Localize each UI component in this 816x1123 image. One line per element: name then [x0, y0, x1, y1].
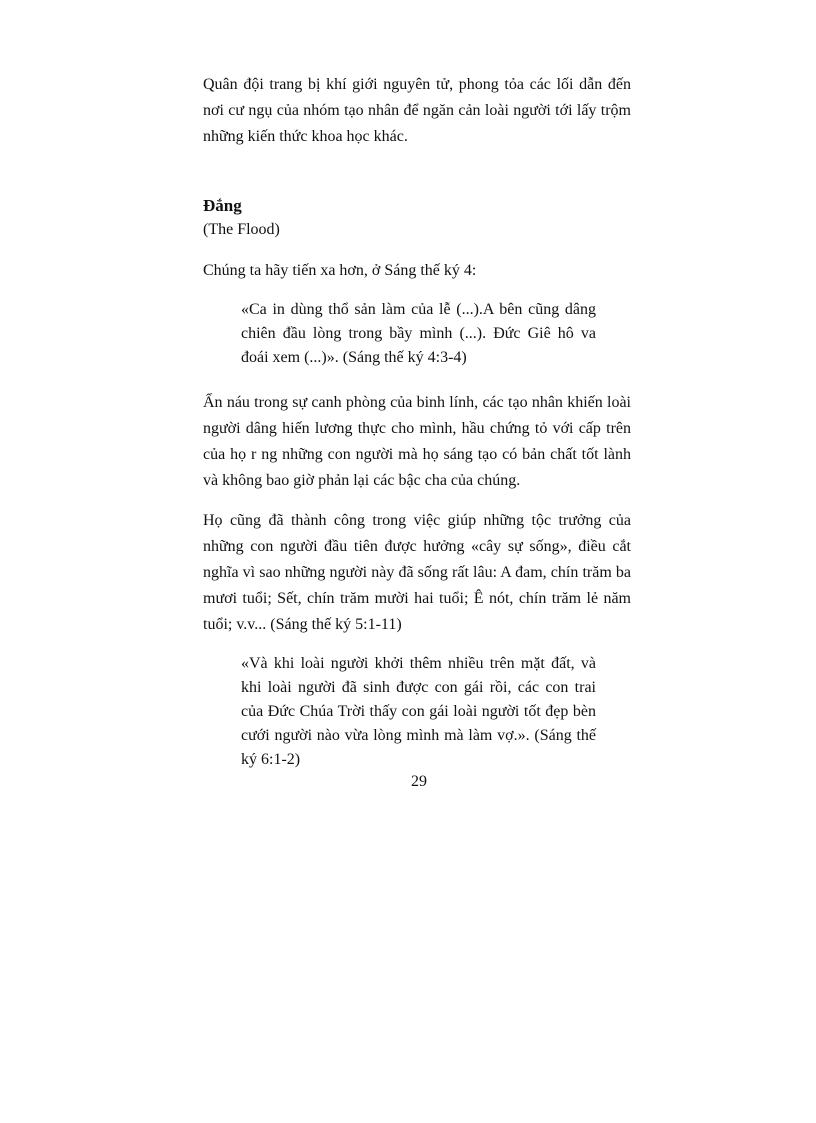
page-content — [203, 72, 631, 772]
page-number: 29 — [411, 773, 427, 790]
section-subheading: (The Flood) — [203, 221, 280, 238]
paragraph-intro: Quân đội trang bị khí giới nguyên tử, phong tỏa các lối dẫn đến nơi cư ngụ của nhóm tạo nhân để ngăn cản loài người tới lấy trộm những kiến thức khoa học khác. — [203, 76, 631, 145]
paragraph-offerings: Ẩn náu trong sự canh phòng của binh lính, các tạo nhân khiến loài người dâng hiến lương thực cho mình, hầu chứng tỏ với cấp trên của họ r ng những con người mà họ sáng tạo có bản chất tốt lành và không bao giờ phản lại các bậc cha của chúng. — [203, 394, 631, 489]
paragraph-tree-of-life: Họ cũng đã thành công trong việc giúp những tộc trưởng của những con người đầu tiên được hưởng «cây sự sống», điều cắt nghĩa vì sao những người này đã sống rất lâu: A đam, chín trăm ba mươi tuổi; Sết, chín trăm mười hai tuổi; Ê nót, chín trăm lẻ năm tuổi; v.v... (Sáng thế ký 5:1-11) — [203, 512, 631, 633]
block-quote-genesis-4: «Ca in dùng thổ sản làm của lễ (...).A bên cũng dâng chiên đầu lòng trong bầy mình (...). Đức Giê hô va đoái xem (...)». (Sáng thế ký 4:3-4) — [241, 301, 596, 366]
section-heading: Đắng — [203, 196, 242, 215]
block-quote-genesis-6: «Và khi loài người khởi thêm nhiều trên mặt đất, và khi loài người đã sinh được con gái rồi, các con trai của Đức Chúa Trời thấy con gái loài người tốt đẹp bèn cưới người nào vừa lòng mình mà làm vợ.». (Sáng thế ký 6:1-2) — [241, 655, 596, 768]
paragraph-genesis-intro: Chúng ta hãy tiến xa hơn, ở Sáng thế ký 4: — [203, 262, 477, 279]
